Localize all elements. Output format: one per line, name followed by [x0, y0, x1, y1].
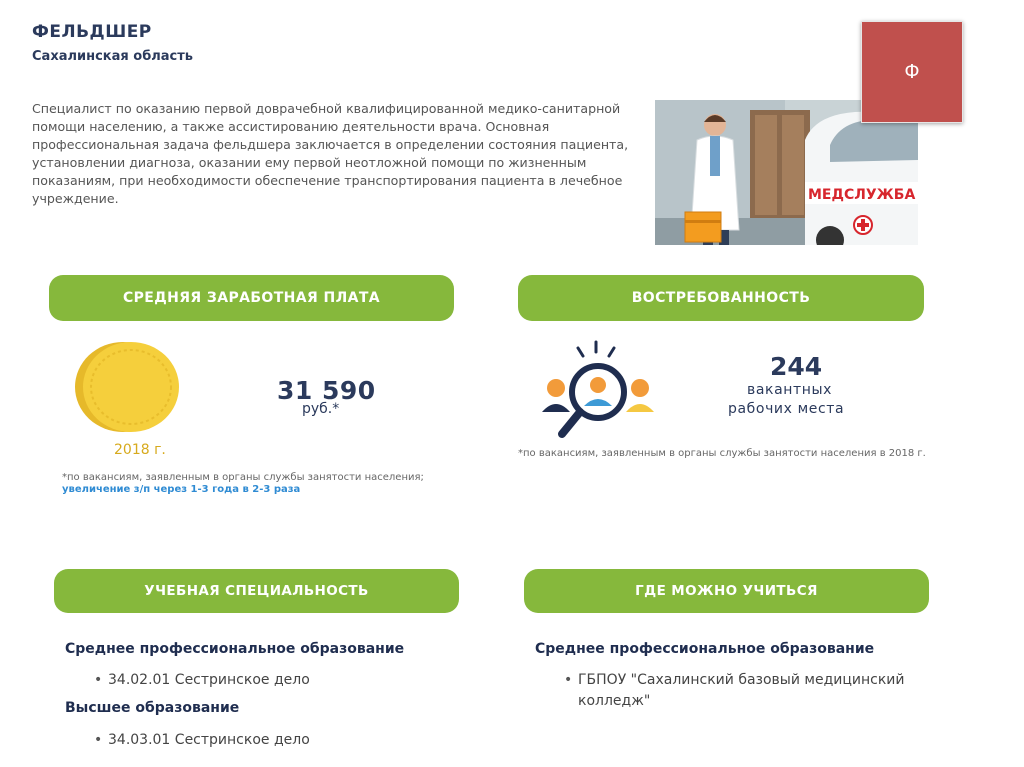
specialty-group-title: Среднее профессиональное образование	[65, 641, 405, 657]
salary-increase-note: увеличение з/п через 1-3 года в 2-3 раза	[62, 484, 301, 495]
vacancy-count: 244	[770, 352, 823, 381]
specialty-group-title: Высшее образование	[65, 700, 240, 716]
specialty-list-item: • 34.02.01 Сестринское дело	[94, 670, 310, 691]
salary-unit: руб.*	[302, 401, 340, 417]
where-to-study-header: ГДЕ МОЖНО УЧИТЬСЯ	[524, 569, 929, 613]
specialty-header: УЧЕБНАЯ СПЕЦИАЛЬНОСТЬ	[54, 569, 459, 613]
vacancy-label-2: рабочих места	[728, 401, 845, 417]
page-title: ФЕЛЬДШЕР	[32, 22, 152, 42]
coin-icon	[73, 340, 183, 434]
where-group-title: Среднее профессиональное образование	[535, 641, 875, 657]
salary-header: СРЕДНЯЯ ЗАРАБОТНАЯ ПЛАТА	[49, 275, 454, 321]
demand-note: *по вакансиям, заявленным в органы службы занятости населения в 2018 г.	[518, 448, 926, 459]
profession-description: Специалист по оказанию первой доврачебной квалифицированной медико-санитарной помощи населению, а также ассистированию деятельности врача. Основная профессиональная задача фельдшера заключается в определении состояния пациента, установлении диагноза, оказании ему первой неотложной помощи по жизненным показаниям, при необходимости обеспечение транспортирования пациента в лечебное учреждение.	[32, 101, 629, 206]
salary-year: 2018 г.	[114, 442, 166, 458]
vacancy-label-1: вакантных	[747, 382, 833, 398]
avatar-button[interactable]: Ф	[861, 21, 963, 123]
salary-value: 31 590	[277, 376, 376, 405]
college-list-item: • ГБПОУ "Сахалинский базовый медицинский колледж"	[564, 670, 924, 712]
specialty-list-item: • 34.03.01 Сестринское дело	[94, 730, 310, 751]
region-subtitle: Сахалинская область	[32, 49, 194, 64]
vehicle-text: МЕДСЛУЖБА	[808, 187, 916, 203]
salary-note: *по вакансиям, заявленным в органы службы занятости населения;	[62, 472, 424, 483]
demand-header: ВОСТРЕБОВАННОСТЬ	[518, 275, 924, 321]
job-search-icon	[540, 340, 658, 440]
